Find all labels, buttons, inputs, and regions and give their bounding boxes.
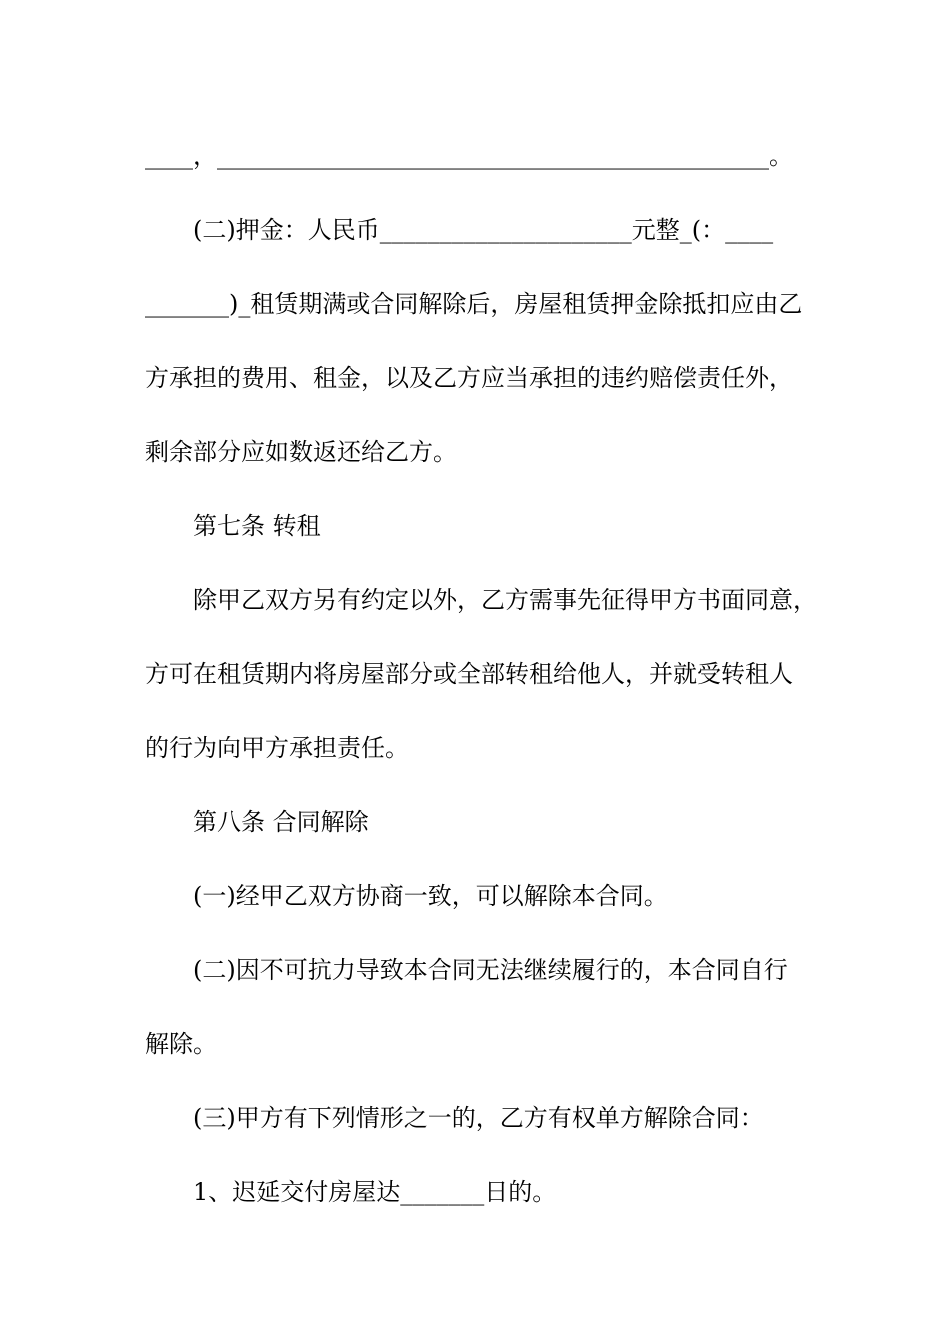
text-line-sublease-3: 的行为向甲方承担责任。 bbox=[145, 734, 409, 762]
text-line-termination-2: (二)因不可抗力导致本合同无法继续履行的，本合同自行 bbox=[193, 956, 788, 984]
article-8-heading: 第八条 合同解除 bbox=[193, 808, 369, 836]
article-7-heading: 第七条 转租 bbox=[193, 512, 321, 540]
text-line-deposit-cont-3: 剩余部分应如数返还给乙方。 bbox=[145, 438, 457, 466]
text-line-sublease-1: 除甲乙双方另有约定以外，乙方需事先征得甲方书面同意， bbox=[193, 586, 817, 614]
text-line-termination-3: (三)甲方有下列情形之一的，乙方有权单方解除合同： bbox=[193, 1104, 764, 1132]
text-line-sublease-2: 方可在租赁期内将房屋部分或全部转租给他人，并就受转租人 bbox=[145, 660, 793, 688]
text-line-item-1: 1、迟延交付房屋达_______日的。 bbox=[193, 1178, 557, 1206]
text-line-termination-2-cont: 解除。 bbox=[145, 1030, 217, 1058]
text-line-deposit-cont-2: 方承担的费用、租金，以及乙方应当承担的违约赔偿责任外， bbox=[145, 364, 793, 392]
text-line-termination-1: (一)经甲乙双方协商一致，可以解除本合同。 bbox=[193, 882, 668, 910]
text-line-deposit-cont-1: _______)_租赁期满或合同解除后，房屋租赁押金除抵扣应由乙 bbox=[145, 290, 803, 318]
text-line-blank-fill: ____，______________________________________________。 bbox=[145, 142, 793, 170]
text-line-deposit: (二)押金：人民币_____________________元整_(：____ bbox=[193, 216, 774, 244]
